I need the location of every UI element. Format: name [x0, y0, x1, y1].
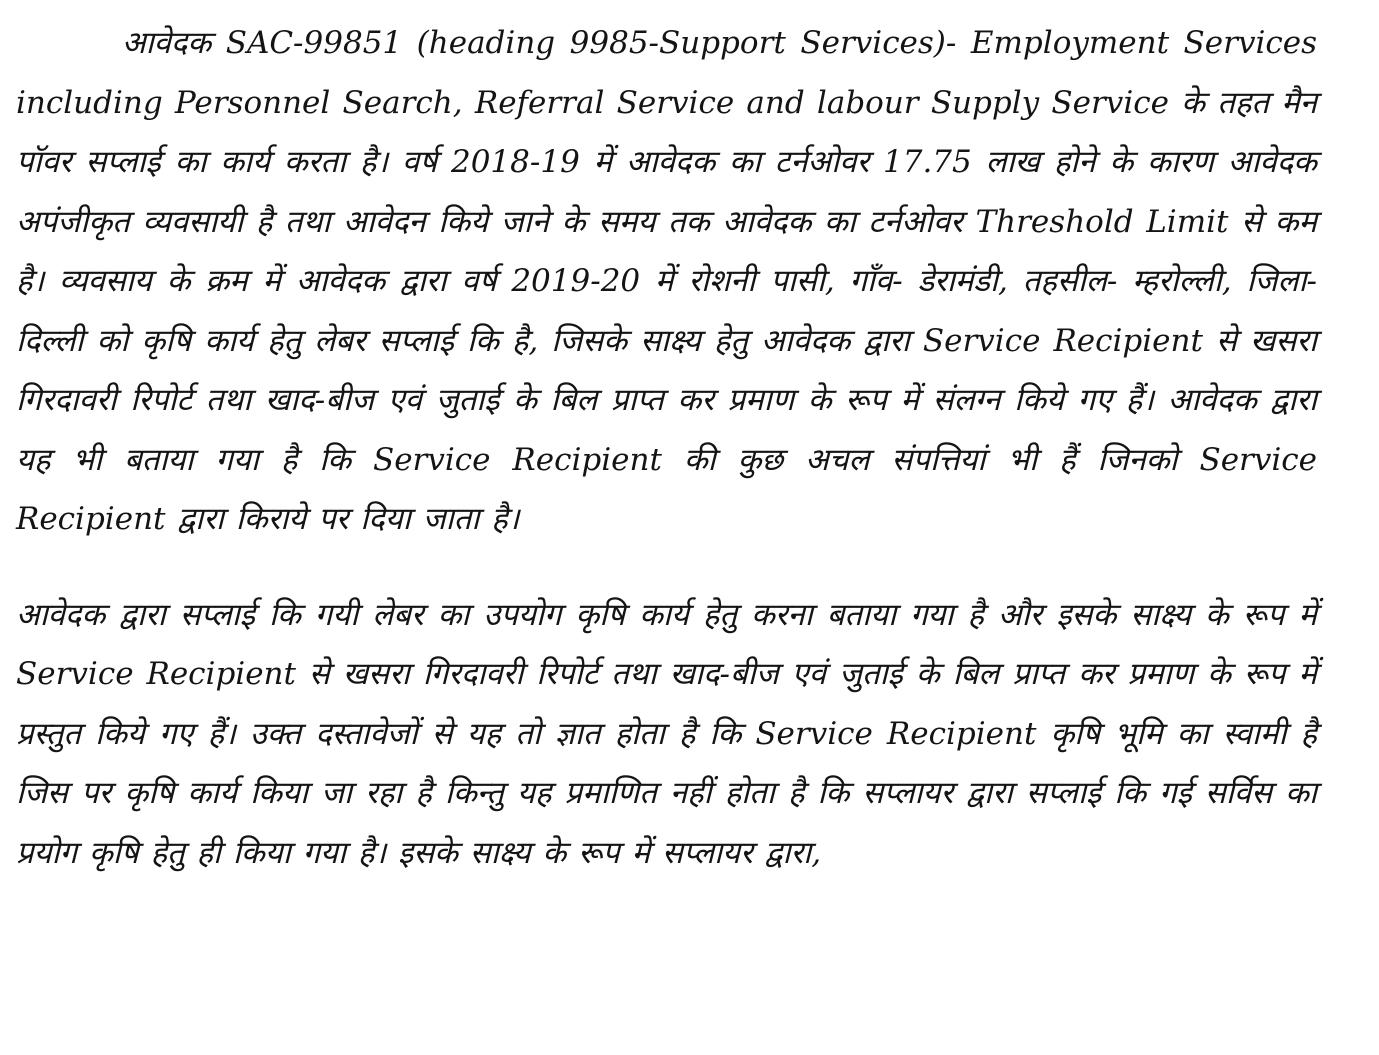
paragraph-applicant-service-details: आवेदक SAC-99851 (heading 9985-Support Services)- Employment Services including Personnel Search, Referral Service and labour Supply Service के तहत मैन पॉवर सप्लाई का कार्य करता है। वर्ष 2018-19 में आवेदक का टर्नओवर 17.75 लाख होने के कारण आवेदक अपंजीकृत व्यवसायी है तथा आवेदन किये जाने के समय तक आवेदक का टर्नओवर Threshold Limit से कम है। व्यवसाय के क्रम में आवेदक द्वारा वर्ष 2019-20 में रोशनी पासी, गाँव- डेरामंडी, तहसील- म्हरोल्ली, जिला-दिल्ली को कृषि कार्य हेतु लेबर सप्लाई कि है, जिसके साक्ष्य हेतु आवेदक द्वारा Service Recipient से खसरा गिरदावरी रिपोर्ट तथा खाद-बीज एवं जुताई के बिल प्राप्त कर प्रमाण के रूप में संलग्न किये गए हैं। आवेदक द्वारा यह भी बताया गया है कि Service Recipient की कुछ अचल संपत्तियां भी हैं जिनको Service Recipient द्वारा किराये पर दिया जाता है। — [16, 25, 1317, 537]
paragraph-labour-usage-evidence: आवेदक द्वारा सप्लाई कि गयी लेबर का उपयोग कृषि कार्य हेतु करना बताया गया है और इसके साक्ष्य के रूप में Service Recipient से खसरा गिरदावरी रिपोर्ट तथा खाद-बीज एवं जुताई के बिल प्राप्त कर प्रमाण के रूप में प्रस्तुत किये गए हैं। उक्त दस्तावेजों से यह तो ज्ञात होता है कि Service Recipient कृषि भूमि का स्वामी है जिस पर कृषि कार्य किया जा रहा है किन्तु यह प्रमाणित नहीं होता है कि सप्लायर द्वारा सप्लाई कि गई सर्विस का प्रयोग कृषि हेतु ही किया गया है। इसके साक्ष्य के रूप में सप्लायर द्वारा, — [16, 596, 1317, 871]
